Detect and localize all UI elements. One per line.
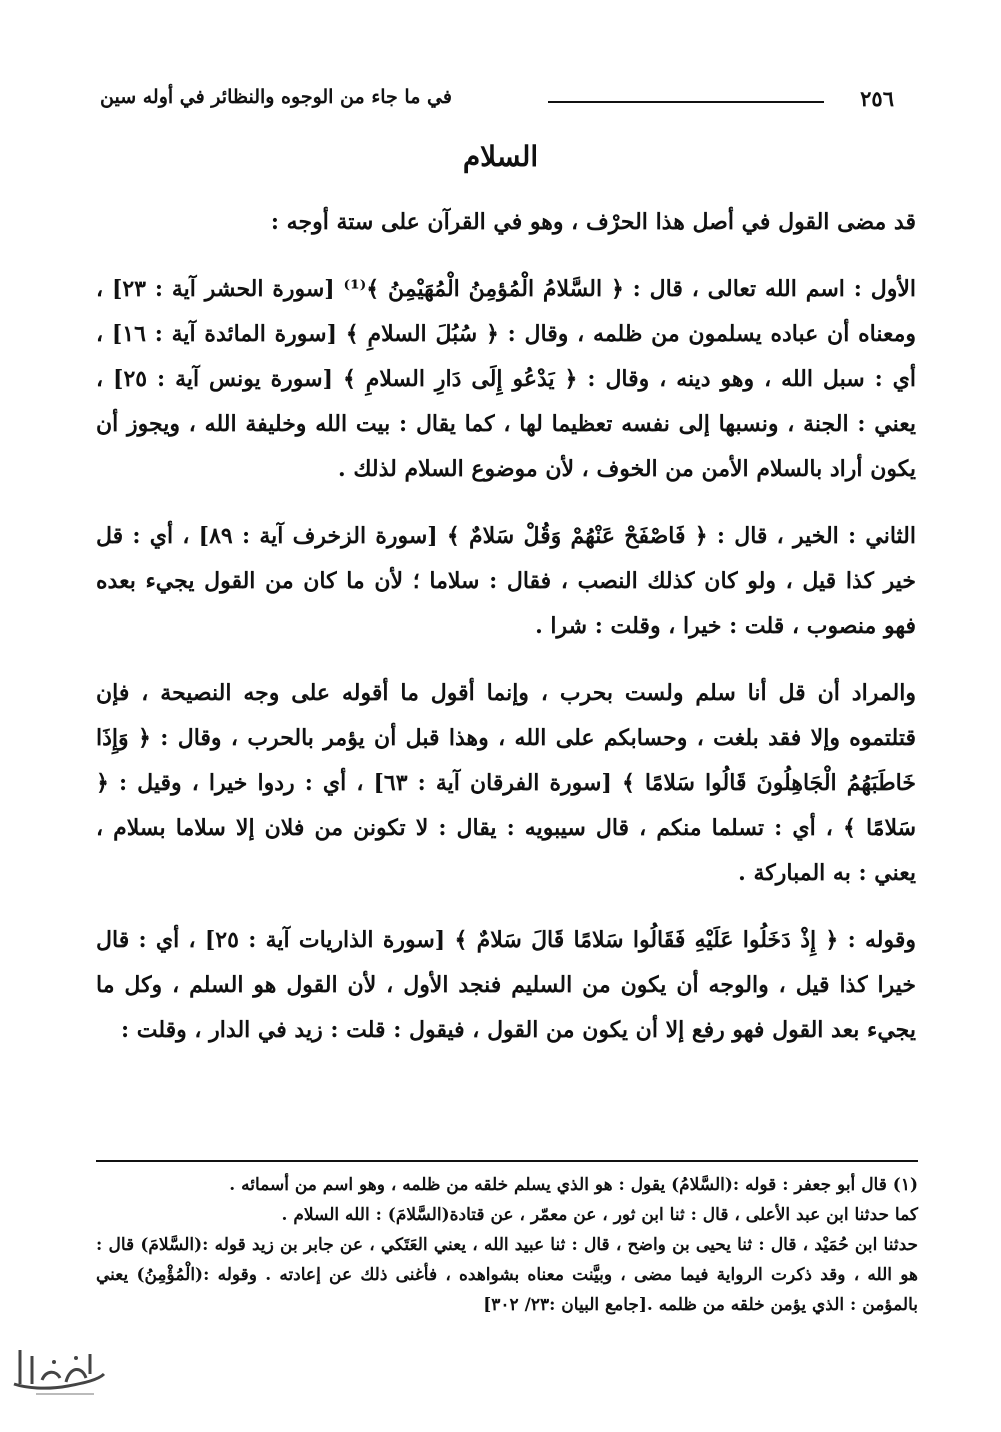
header-rule bbox=[548, 101, 824, 103]
paragraph: الأول : اسم الله تعالى ، قال : ﴿ السَّلامُ الْمُؤمِنُ الْمُهَيْمِنُ ﴾⁽¹⁾ [سورة الحشر آية : ٢٣] ، ومعناه أن عباده يسلمون من ظلمه ، وقال : ﴿ سُبُلَ السلامِ ﴾ [سورة المائدة آية : ١٦] ، أي : سبل الله ، وهو دينه ، وقال : ﴿ يَدْعُو إِلَى دَارِ السلامِ ﴾ [سورة يونس آية : ٢٥] ، يعني : الجنة ، ونسبها إلى نفسه تعظيما لها ، كما يقال : بيت الله وخليفة الله ، ويجوز أن يكون أراد بالسلام الأمن من الخوف ، لأن موضوع السلام لذلك . bbox=[96, 276, 916, 482]
page-number: ٢٥٦ bbox=[860, 86, 894, 111]
watermark-logo bbox=[6, 1340, 110, 1400]
calligraphy-logo-icon bbox=[6, 1340, 110, 1400]
paragraph: الثاني : الخير ، قال : ﴿ فَاصْفَحْ عَنْهُمْ وَقُلْ سَلامٌ ﴾ [سورة الزخرف آية : ٨٩] ، أي : قل خير كذا قيل ، ولو كان كذلك النصب ، فقال : سلاما ؛ لأن ما كان من القول يجيء بعده فهو منصوب ، قلت : خيرا ، وقلت : شرا . bbox=[96, 523, 917, 639]
paragraph: وقوله : ﴿ إِذْ دَخَلُوا عَلَيْهِ فَقَالُوا سَلامًا قَالَ سَلامٌ ﴾ [سورة الذاريات آية : ٢٥] ، أي : قال خيرا كذا قيل ، والوجه أن يكون من السليم فنجد الأول ، لأن القول هو السلم ، وكل ما يجيء بعد القول فهو رفع إلا أن يكون من القول ، فيقول : قلت : زيد في الدار ، وقلت : bbox=[96, 927, 916, 1043]
running-header bbox=[92, 84, 904, 118]
footnote-line: كما حدثنا ابن عبد الأعلى ، قال : ثنا ابن ثور ، عن معمّر ، عن قتادة(السَّلامَ) : الله السلام . bbox=[281, 1205, 918, 1225]
footnote-line: حدثنا ابن حُمَيْد ، قال : ثنا يحيى بن واضح ، قال : ثنا عبيد الله ، يعني العَتَكي ، عن جابر بن زيد قوله :(السَّلامَ) قال : هو الله ، وقد ذكرت الرواية فيما مضى ، وبيَّنت معناه بشواهده ، فأغنى ذلك عن إعادته . وقوله :(الْمُؤْمِنُ) يعني بالمؤمن : الذي يؤمن خلقه من ظلمه .[جامع البيان :٢٣/ ٣٠٢] bbox=[96, 1235, 918, 1315]
footnote-rule bbox=[96, 1160, 918, 1162]
running-title: في ما جاء من الوجوه والنظائر في أوله سين bbox=[100, 86, 452, 108]
paragraph: والمراد أن قل أنا سلم ولست بحرب ، وإنما أقول ما أقوله على وجه النصيحة ، فإن قتلتموه وإلا فقد بلغت ، وحسابكم على الله ، وهذا قبل أن يؤمر بالحرب ، وقال : ﴿ وَإِذَا خَاطَبَهُمُ الْجَاهِلُونَ قَالُوا سَلامًا ﴾ [سورة الفرقان آية : ٦٣] ، أي : ردوا خيرا ، وقيل : ﴿ سَلامًا ﴾ ، أي : تسلما منكم ، قال سيبويه : يقال : لا تكونن من فلان إلا سلاما بسلام ، يعني : به المباركة . bbox=[96, 680, 916, 886]
footnotes bbox=[96, 1170, 918, 1320]
paragraph: قد مضى القول في أصل هذا الحرْف ، وهو في القرآن على ستة أوجه : bbox=[270, 209, 916, 235]
section-title: السلام bbox=[462, 140, 539, 173]
body-text bbox=[96, 200, 916, 1053]
footnote-line: (١) قال أبو جعفر : قوله :(السَّلامُ) يقول : هو الذي يسلم خلقه من ظلمه ، وهو اسم من أسمائه . bbox=[229, 1175, 918, 1195]
